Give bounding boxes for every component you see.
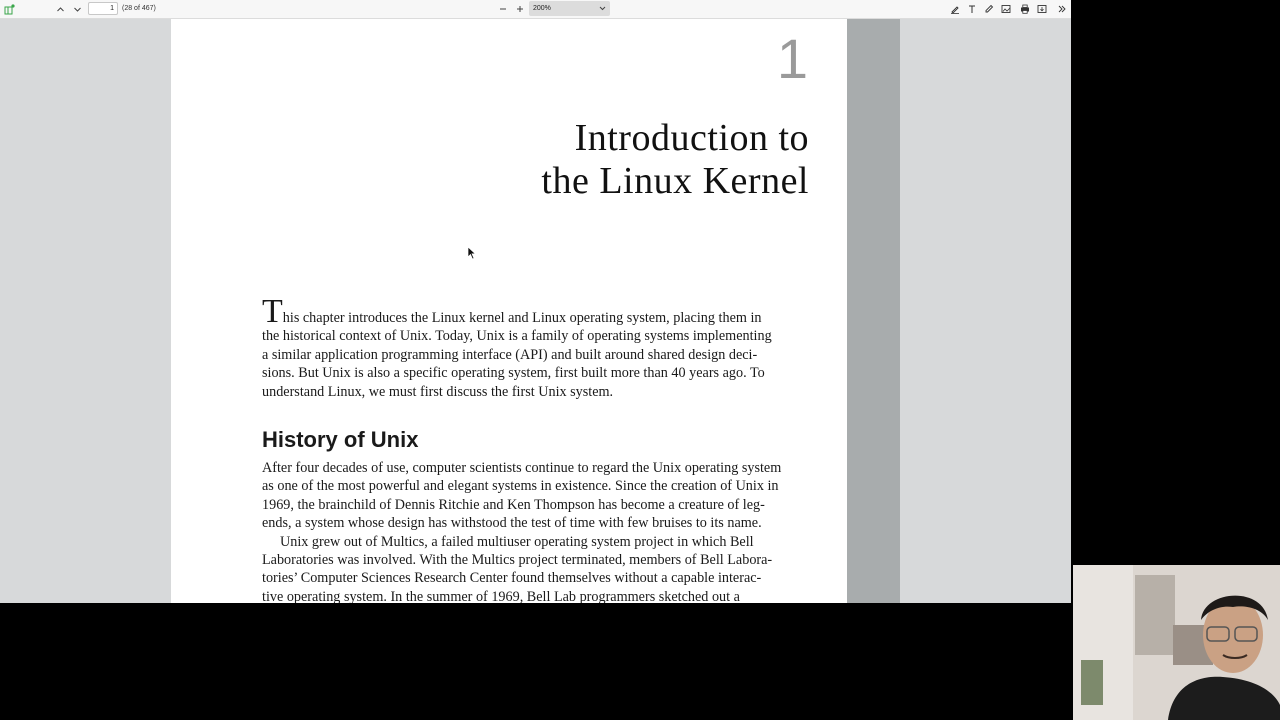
page-count-label: (28 of 467) [122, 5, 156, 12]
section-heading: History of Unix [262, 427, 419, 452]
draw-icon[interactable] [982, 0, 995, 18]
paragraph-line: a similar application programming interface (API) and built around shared design deci- [262, 346, 758, 363]
paragraph-line: ends, a system whose design has withstood the test of time with few bruises to its name. [262, 515, 762, 532]
chapter-title-line: Introduction to [574, 117, 809, 159]
mouse-cursor-icon [467, 246, 476, 265]
webcam-presenter-image [1073, 565, 1280, 720]
chapter-title [309, 117, 809, 203]
page-number-input[interactable] [88, 2, 118, 15]
paragraph-line: as one of the most powerful and elegant systems in existence. Since the creation of Unix in [262, 478, 779, 495]
image-icon[interactable] [999, 0, 1012, 18]
text-icon[interactable] [965, 0, 978, 18]
paragraph-line: tive operating system. In the summer of 1969, Bell Lab programmers sketched out a [262, 588, 740, 603]
paragraph-line: tories’ Computer Sciences Research Center found themselves without a capable interac- [262, 570, 762, 587]
zoom-out-icon[interactable] [497, 0, 509, 18]
paragraph-line: understand Linux, we must first discuss the first Unix system. [262, 383, 614, 400]
paragraph-line: Laboratories was involved. With the Multics project terminated, members of Bell Labora- [262, 552, 773, 569]
sidebar-icon[interactable] [2, 0, 16, 18]
save-icon[interactable] [1035, 0, 1048, 18]
paragraph-line [262, 293, 812, 330]
chapter-number: 1 [776, 27, 808, 90]
paragraph-line: Unix grew out of Multics, a failed multiuser operating system project in which Bell [280, 533, 754, 550]
zoom-select[interactable] [529, 1, 610, 16]
intro-paragraph [262, 293, 812, 401]
zoom-in-icon[interactable] [514, 0, 526, 18]
webcam-overlay [1073, 565, 1280, 720]
document-page [171, 19, 847, 603]
chapter-title-line: the Linux Kernel [541, 160, 809, 202]
drop-cap: T [262, 293, 283, 330]
highlight-icon[interactable] [948, 0, 961, 18]
zoom-value: 200% [533, 5, 551, 12]
paragraph-line: 1969, the brainchild of Dennis Ritchie and Ken Thompson has become a creature of leg- [262, 496, 765, 513]
page-up-icon[interactable] [53, 0, 67, 18]
page-down-icon[interactable] [70, 0, 84, 18]
paragraph-line: After four decades of use, computer scientists continue to regard the Unix operating system [262, 460, 782, 476]
viewer-toolbar [0, 0, 1071, 19]
paragraph-line-text: his chapter introduces the Linux kernel and Linux operating system, placing them in [282, 310, 762, 326]
page-edge-shadow [847, 19, 900, 603]
more-tools-icon[interactable] [1055, 0, 1068, 18]
paragraph-line: sions. But Unix is also a specific operating system, first built more than 40 years ago. To [262, 365, 765, 382]
paragraph-line: the historical context of Unix. Today, Unix is a family of operating systems implementing [262, 328, 772, 345]
history-paragraph [262, 459, 812, 603]
print-icon[interactable] [1018, 0, 1031, 18]
